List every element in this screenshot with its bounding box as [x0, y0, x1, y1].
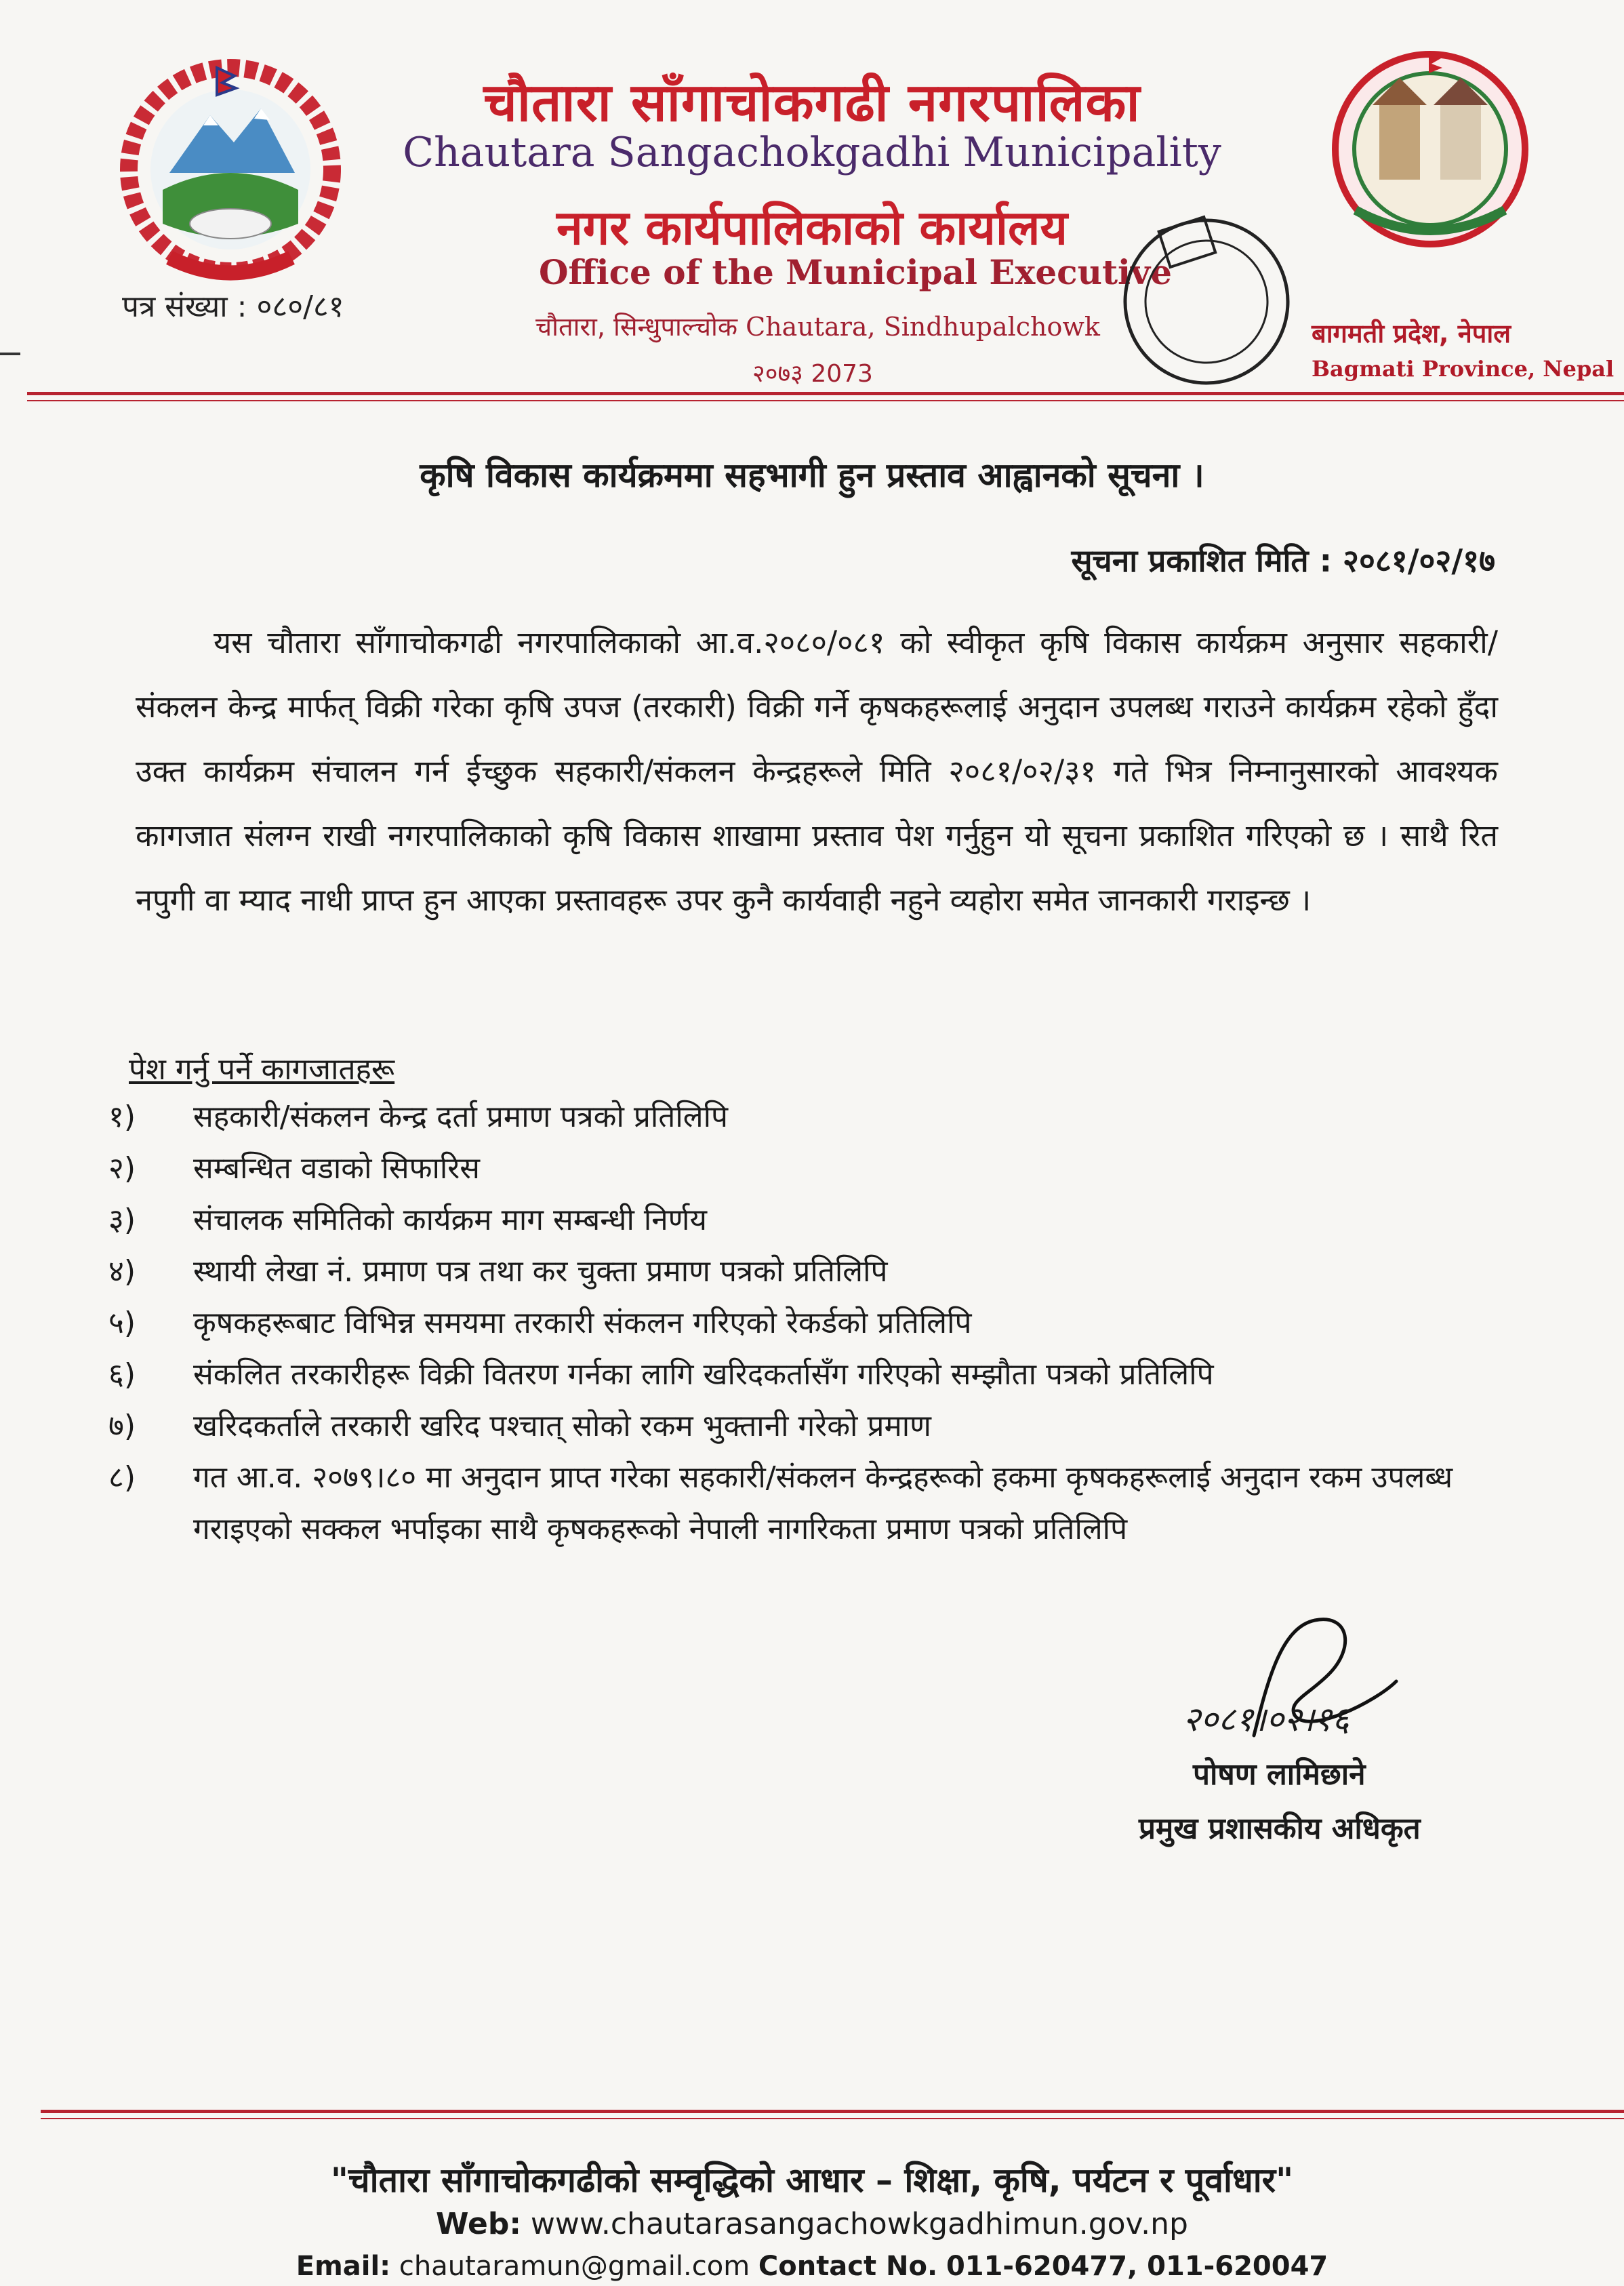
- list-item-text: सम्बन्धित वडाको सिफारिस: [193, 1151, 481, 1186]
- list-item: [108, 1195, 1511, 1246]
- footer-divider: [41, 2110, 1624, 2113]
- municipality-logo-icon: [1328, 41, 1532, 258]
- list-item-number: ६): [108, 1357, 136, 1392]
- list-item: [108, 1298, 1511, 1349]
- contact-numbers: 011-620477, 011-620047: [946, 2251, 1328, 2282]
- header-divider: [27, 392, 1624, 395]
- list-item: [108, 1349, 1511, 1401]
- header-divider-thin: [27, 400, 1624, 401]
- list-item-text: स्थायी लेखा नं. प्रमाण पत्र तथा कर चुक्ता प्रमाण पत्रको प्रतिलिपि: [193, 1254, 888, 1289]
- footer-slogan: "चौतारा साँगाचोकगढीको सम्वृद्धिको आधार – शिक्षा, कृषि, पर्यटन र पूर्वाधार": [330, 2161, 1294, 2200]
- list-item: [108, 1091, 1511, 1143]
- list-item-number: ८): [108, 1460, 136, 1495]
- list-item-text: कृषकहरूबाट विभिन्न समयमा तरकारी संकलन गरिएको रेकर्डको प्रतिलिपि: [193, 1306, 972, 1340]
- published-date: सूचना प्रकाशित मिति : २०८१/०२/१७: [1071, 542, 1495, 579]
- web-label: Web:: [436, 2207, 521, 2241]
- province-np: बागमती प्रदेश, नेपाल: [1312, 319, 1511, 348]
- list-item: [108, 1246, 1511, 1298]
- list-item-text: संचालक समितिको कार्यक्रम माग सम्बन्धी निर्णय: [193, 1203, 708, 1237]
- list-item-number: २): [108, 1151, 136, 1186]
- list-item-text: संकलित तरकारीहरू विक्री वितरण गर्नका लागि खरिदकर्तासँग गरिएको सम्झौता पत्रको प्रतिलिपि: [193, 1357, 1214, 1392]
- list-item: [108, 1143, 1511, 1195]
- list-item-number: १): [108, 1100, 136, 1134]
- list-item-number: ७): [108, 1409, 136, 1443]
- province-en: Bagmati Province, Nepal: [1312, 356, 1615, 382]
- list-item-text: सहकारी/संकलन केन्द्र दर्ता प्रमाण पत्रको प्रतिलिपि: [193, 1100, 728, 1134]
- email-link[interactable]: chautaramun@gmail.com: [399, 2251, 750, 2282]
- address: [535, 308, 1100, 344]
- list-item-number: ४): [108, 1254, 136, 1289]
- address-en: Chautara, Sindhupalchowk: [746, 312, 1100, 342]
- notice-title: कृषि विकास कार्यक्रममा सहभागी हुन प्रस्ताव आह्वानको सूचना ।: [420, 456, 1204, 495]
- contact-label: Contact No.: [758, 2251, 938, 2282]
- municipality-name-en: Chautara Sangachokgadhi Municipality: [403, 129, 1221, 176]
- list-item-number: ५): [108, 1306, 136, 1340]
- list-item-text: गत आ.व. २०७९।८० मा अनुदान प्राप्त गरेका सहकारी/संकलन केन्द्रहरूको हकमा कृषकहरूलाई अनुदान रकम उपलब्ध गराइएको सक्कल भर्पाइका साथै कृषकहरूको नेपाली नागरिकता प्रमाण पत्रको प्रतिलिपि: [193, 1460, 1453, 1546]
- document-list: [108, 1091, 1511, 1555]
- footer-web: [0, 2207, 1624, 2241]
- website-link[interactable]: www.chautarasangachowkgadhimun.gov.np: [530, 2207, 1188, 2241]
- footer-divider-thin: [41, 2118, 1624, 2119]
- margin-mark: [0, 353, 20, 355]
- office-name-np: नगर कार्यपालिकाको कार्यालय: [556, 200, 1068, 256]
- document-list-heading: पेश गर्नु पर्ने कागजातहरू: [129, 1052, 395, 1087]
- letter-number: पत्र संख्या : ०८०/८१: [122, 289, 344, 324]
- address-np: चौतारा, सिन्धुपाल्चोक: [535, 312, 738, 342]
- notice-paragraph: यस चौतारा साँगाचोकगढी नगरपालिकाको आ.व.२०८०/०८१ को स्वीकृत कृषि विकास कार्यक्रम अनुसार सहकारी/संकलन केन्द्र मार्फत् विक्री गरेका कृषि उपज (तरकारी) विक्री गर्ने कृषकहरूलाई अनुदान उपलब्ध गराउने कार्यक्रम रहेको हुँदा उक्त कार्यक्रम संचालन गर्न ईच्छुक सहकारी/संकलन केन्द्रहरूले मिति २०८१/०२/३१ गते भित्र निम्नानुसारको आवश्यक कागजात संलग्न राखी नगरपालिकाको कृषि विकास शाखामा प्रस्ताव पेश गर्नुहुन यो सूचना प्रकाशित गरिएको छ । साथै रित नपुगी वा म्याद नाधी प्राप्त हुन आएका प्रस्तावहरू उपर कुनै कार्यवाही नहुने व्यहोरा समेत जानकारी गराइन्छ ।: [136, 624, 1498, 918]
- municipality-name-np: चौतारा साँगाचोकगढी नगरपालिका: [483, 73, 1141, 134]
- signatory-name: पोषण लामिछाने: [1193, 1757, 1366, 1792]
- founded-year: २०७३ 2073: [752, 360, 873, 388]
- list-item-number: ३): [108, 1203, 136, 1237]
- footer-contact: [0, 2251, 1624, 2282]
- list-item: [108, 1401, 1511, 1452]
- office-stamp-icon: [1091, 193, 1322, 410]
- email-label: Email:: [296, 2251, 391, 2282]
- list-item: [108, 1452, 1511, 1555]
- office-name-en: Office of the Municipal Executive: [539, 252, 1172, 292]
- signature-date: २०८१।०२।१६: [1183, 1700, 1349, 1739]
- signatory-designation: प्रमुख प्रशासकीय अधिकृत: [1139, 1811, 1421, 1846]
- list-item-text: खरिदकर्ताले तरकारी खरिद पश्चात् सोको रकम भुक्तानी गरेको प्रमाण: [193, 1409, 931, 1443]
